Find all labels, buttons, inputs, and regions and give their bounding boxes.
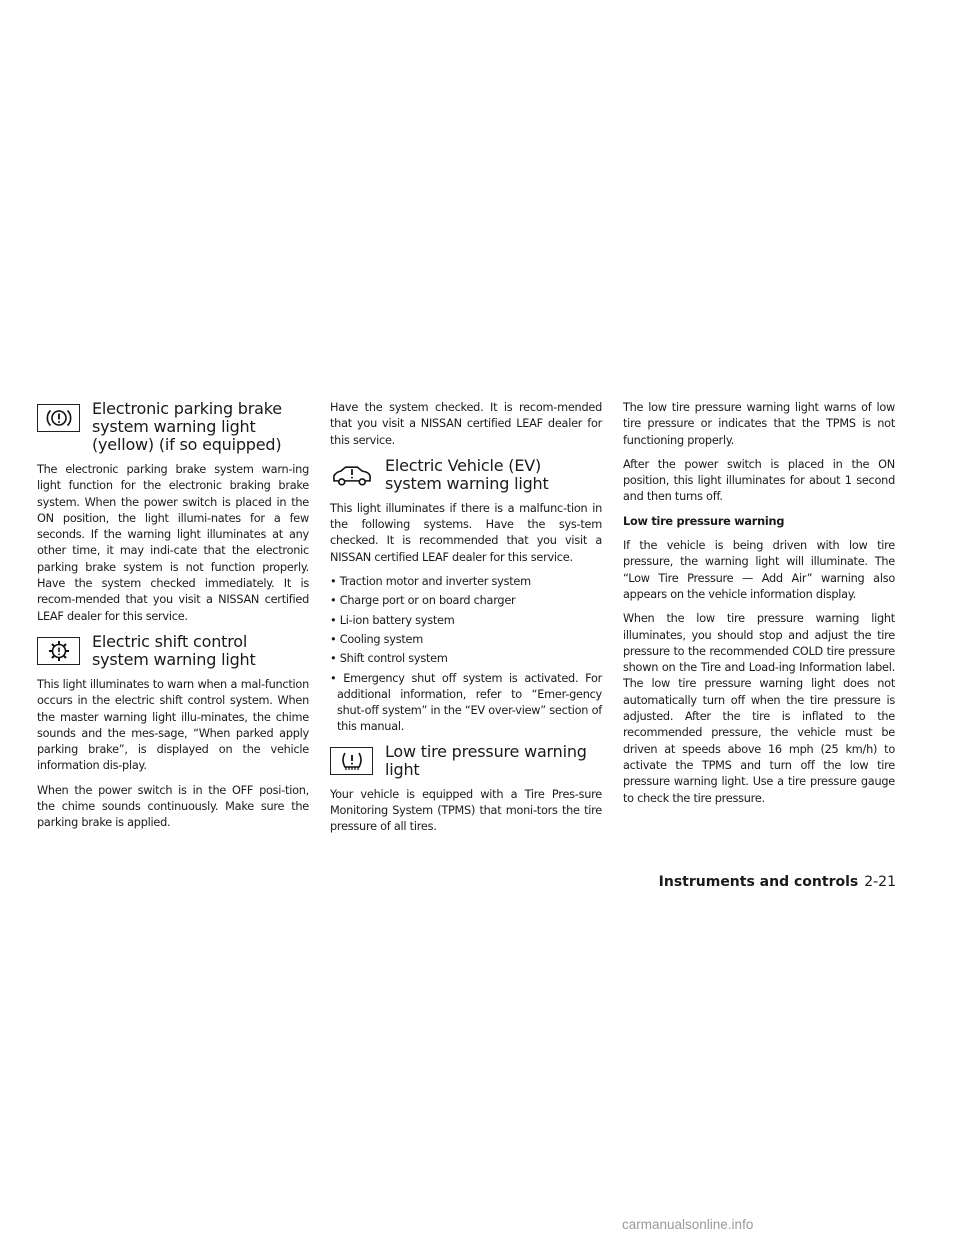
heading-line: Low tire pressure warning <box>385 741 587 761</box>
paragraph: When the low tire pressure warning light illuminates, you should stop and adjust the tire pressure to the recommended COLD tire pressure shown on the Tire and Load-ing Information label. The low tire pressure warning light does not automatically turn off when the tire pressure is adjusted. After the tire is inflated to the recommended pressure, the vehicle must be driven at speeds above 16 mph (25 km/h) to activate the TPMS and turn off the low tire pressure warning light. Use a tire pressure gauge to check the tire pressure. <box>623 612 895 805</box>
paragraph: This light illuminates if there is a malfunc-tion in the following systems. Have the sys-tem checked. It is recommended that you visit a NISSAN certified LEAF dealer for this service. <box>330 501 602 564</box>
heading-line: system warning light <box>385 473 549 493</box>
list-item: • Cooling system <box>330 632 424 646</box>
shift-control-warning-icon <box>37 637 80 665</box>
section-heading-tire-pressure <box>330 743 602 779</box>
footer-section-title: Instruments and controls <box>658 874 859 890</box>
paragraph: If the vehicle is being driven with low tire pressure, the warning light will illuminate. The “Low Tire Pressure — Add Air” warning also appears on the vehicle information display. <box>623 539 895 601</box>
paragraph: Your vehicle is equipped with a Tire Pres-sure Monitoring System (TPMS) that moni-tors the tire pressure of all tires. <box>330 787 602 834</box>
paragraph: When the power switch is in the OFF posi-tion, the chime sounds continuously. Make sure the parking brake is applied. <box>37 783 309 830</box>
paragraph: The low tire pressure warning light warns of low tire pressure or indicates that the TPMS is not functioning properly. <box>623 401 895 447</box>
heading-line: Electric shift control <box>92 631 248 651</box>
watermark: carmanualsonline.info <box>622 1217 754 1232</box>
section-heading-ev-system <box>330 457 602 493</box>
column-left <box>37 400 309 840</box>
list-item: • Li-ion battery system <box>330 613 455 627</box>
heading-line: system warning light <box>92 649 256 669</box>
paragraph: Have the system checked. It is recom-mended that you visit a NISSAN certified LEAF dealer for this service. <box>330 401 602 447</box>
list-item: • Emergency shut off system is activated. For additional information, refer to “Emer-gency shut-off system” in the “EV over-view” section of this manual. <box>330 671 602 734</box>
list-item: • Charge port or on board charger <box>330 594 516 608</box>
heading-title <box>92 400 282 454</box>
list-item: • Shift control system <box>330 652 448 666</box>
page-footer <box>659 874 896 890</box>
column-right <box>623 400 895 815</box>
column-middle <box>330 400 602 844</box>
paragraph: This light illuminates to warn when a mal-function occurs in the electric shift control system. When the master warning light illu-minates, the chime sounds and the mes-sage, “When parked apply parking brake”, is displayed on the vehicle information dis-play. <box>37 677 309 773</box>
subheading: Low tire pressure warning <box>623 514 785 528</box>
list-item: • Traction motor and inverter system <box>330 575 531 589</box>
heading-line: light <box>385 759 420 779</box>
heading-line: Electric Vehicle (EV) <box>385 455 542 475</box>
section-heading-shift-control <box>37 633 309 669</box>
paragraph: The electronic parking brake system warn-ing light function for the electronic braking brake system. When the power switch is placed in the ON position, the light illumi-nates for a few seconds. If the warning light illuminates at any other time, it may indi-cate that the electronic parking brake system is not function properly. Have the system checked immediately. It is recom-mended that you visit a NISSAN certified LEAF dealer for this service. <box>37 463 309 623</box>
parking-brake-warning-icon <box>37 404 80 432</box>
heading-title <box>92 633 256 669</box>
section-heading-parking-brake <box>37 400 309 454</box>
heading-title <box>385 743 587 779</box>
heading-title <box>385 457 549 493</box>
heading-line: system warning light <box>92 417 256 436</box>
tire-pressure-warning-icon <box>330 747 373 775</box>
heading-line: Electronic parking brake <box>92 399 282 418</box>
paragraph: After the power switch is placed in the ON position, this light illuminates for about 1 second and then turns off. <box>623 457 895 504</box>
heading-line: (yellow) (if so equipped) <box>92 435 282 454</box>
page-number: 2-21 <box>864 874 896 890</box>
ev-system-warning-icon <box>330 461 373 489</box>
